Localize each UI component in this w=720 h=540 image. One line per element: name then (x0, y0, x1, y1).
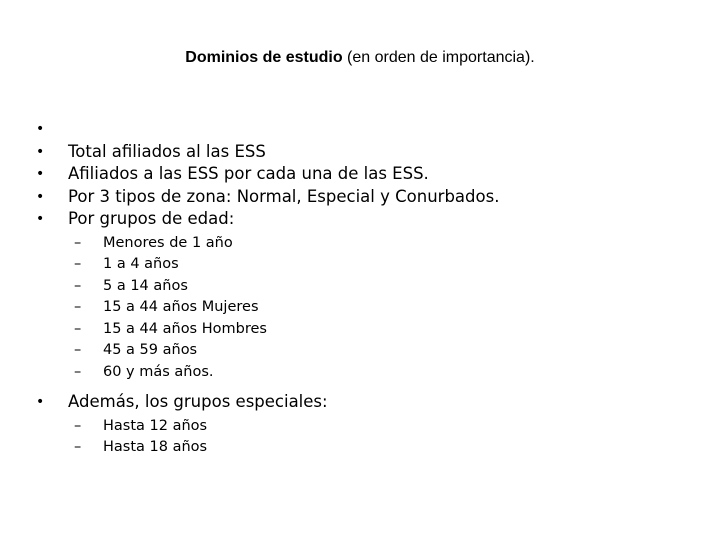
list-item-text: Además, los grupos especiales: (68, 392, 328, 411)
sub-list-item (36, 297, 696, 319)
dash-icon: – (74, 299, 82, 315)
sub-list-item-text: Hasta 18 años (103, 439, 208, 455)
sub-list-item-text: 5 a 14 años (103, 277, 188, 294)
dash-icon: – (74, 342, 82, 358)
dash-icon: – (74, 256, 82, 272)
bullet-icon: • (36, 143, 45, 160)
list-item (36, 141, 696, 164)
sub-list-item-text: 60 y más años. (103, 363, 214, 380)
bullet-icon: • (36, 188, 45, 205)
page-title (0, 49, 720, 67)
sub-list-item (36, 233, 696, 255)
age-group-list (36, 233, 696, 384)
list-item (36, 186, 696, 209)
list-item (36, 163, 696, 186)
special-group-list (36, 416, 696, 459)
title-rest-text: (en orden de importancia). (342, 49, 535, 66)
bullet-list (36, 118, 696, 467)
dash-icon: – (74, 439, 82, 455)
sub-list-item-text: 15 a 44 años Hombres (103, 320, 267, 337)
dash-icon: – (74, 417, 82, 434)
list-item-text: Total afiliados al las ESS (68, 141, 266, 161)
dash-icon: – (74, 277, 82, 294)
sub-list-item (36, 276, 696, 298)
sub-list-item-text: 15 a 44 años Mujeres (103, 299, 259, 315)
sub-list-item (36, 340, 696, 362)
sub-list-item (36, 437, 696, 459)
bullet-icon: • (36, 121, 45, 137)
sub-list-item (36, 319, 696, 341)
sub-list-item (36, 254, 696, 276)
list-item (36, 118, 696, 141)
sub-list-item (36, 362, 696, 384)
list-item (36, 208, 696, 231)
sub-list-item-text: Hasta 12 años (103, 417, 208, 434)
dash-icon: – (74, 363, 82, 380)
bullet-icon: • (36, 166, 45, 182)
sub-list-item-text: Menores de 1 año (103, 234, 233, 251)
list-item-text: Por grupos de edad: (68, 209, 235, 228)
title-bold-text: Dominios de estudio (185, 49, 343, 66)
sub-list-item-text: 1 a 4 años (103, 256, 179, 272)
sub-list-item (36, 416, 696, 438)
dash-icon: – (74, 320, 82, 337)
list-item (36, 391, 696, 414)
list-item-text: Por 3 tipos de zona: Normal, Especial y Conurbados. (68, 186, 500, 206)
bullet-icon: • (36, 394, 45, 410)
sub-list-item-text: 45 a 59 años (103, 342, 198, 358)
dash-icon: – (74, 234, 82, 251)
bullet-icon: • (36, 211, 45, 227)
list-item-text: Afiliados a las ESS por cada una de las ESS. (68, 164, 429, 183)
